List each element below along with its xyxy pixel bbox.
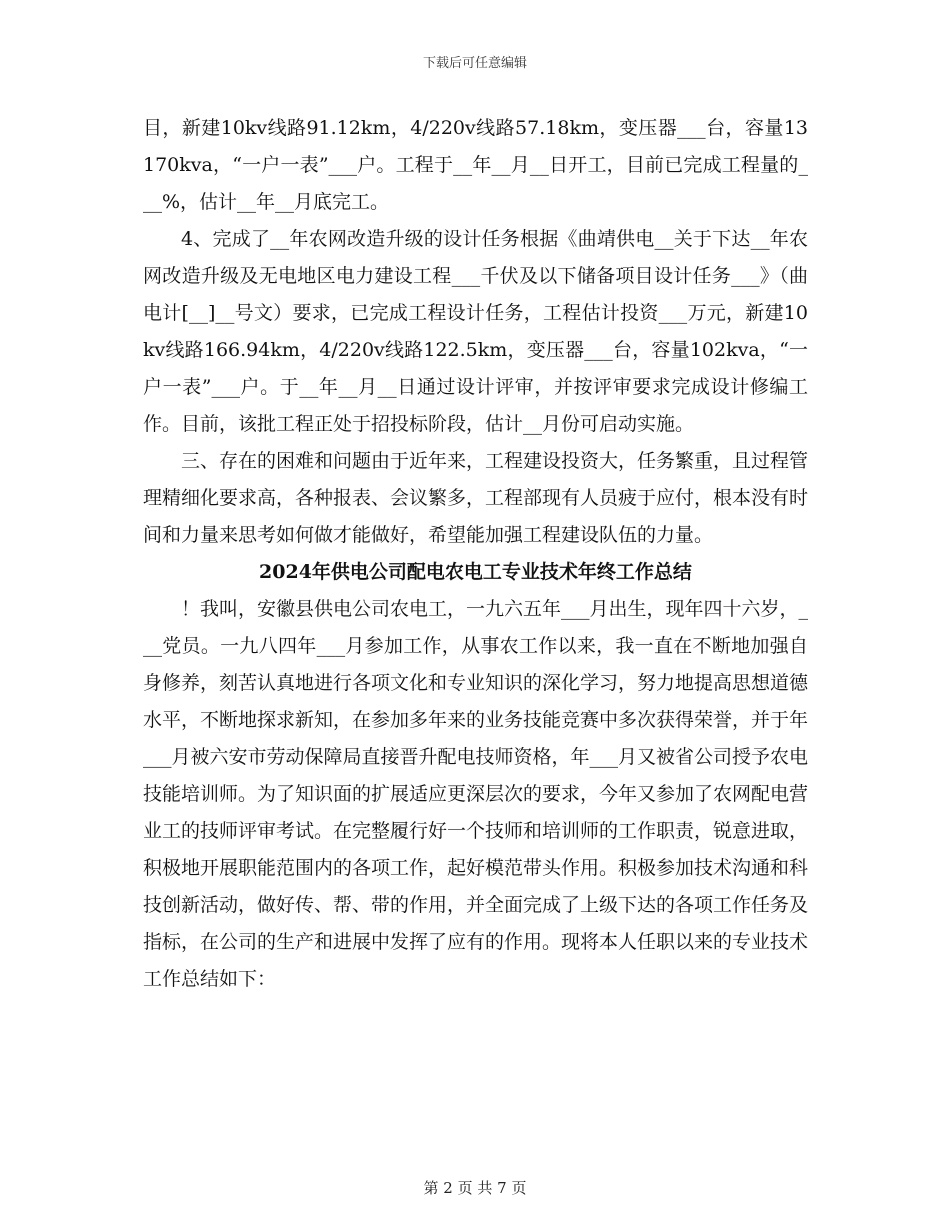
document-body	[143, 110, 808, 998]
paragraph-self-introduction: ！我叫，安徽县供电公司农电工，一九六五年___月出生，现年四十六岁，___党员。一九八四年___月参加工作，从事农工作以来，我一直在不断地加强自身修养，刻苦认真地进行各项文化和专业知识的深化学习，努力地提高思想道德水平，不断地探求新知，在参加多年来的业务技能竞赛中多次获得荣誉，并于年___月被六安市劳动保障局直接晋升配电技师资格，年___月又被省公司授予农电技能培训师。为了知识面的扩展适应更深层次的要求，今年又参加了农网配电营业工的技师评审考试。在完整履行好一个技师和培训师的工作职责，锐意进取，积极地开展职能范围内的各项工作，起好模范带头作用。积极参加技术沟通和科技创新活动，做好传、帮、带的作用，并全面完成了上级下达的各项工作任务及指标，在公司的生产和进展中发挥了应有的作用。现将本人任职以来的专业技术工作总结如下：	[143, 598, 809, 990]
section-title: 2024年供电公司配电农电工专业技术年终工作总结	[259, 561, 692, 583]
paragraph-difficulties: 三、存在的困难和问题由于近年来，工程建设投资大，任务繁重，且过程管理精细化要求高，各种报表、会议繁多，工程部现有人员疲于应付，根本没有时间和力量来思考如何做才能做好，希望能加强工程建设队伍的力量。	[143, 450, 809, 546]
page-header-note: 下载后可任意编辑	[422, 56, 527, 71]
paragraph-design-task: 4、完成了__年农网改造升级的设计任务根据《曲靖供电__关于下达__年农网改造升级及无电地区电力建设工程___千伏及以下储备项目设计任务___》（曲电计[__]__号文）要求，已完成工程设计任务，工程估计投资___万元，新建10kv线路166.94km，4/220v线路122.5km，变压器___台，容量102kva，“一户一表”___户。于__年__月__日通过设计评审，并按评审要求完成设计修编工作。目前，该批工程正处于招投标阶段，估计__月份可启动实施。	[143, 228, 808, 435]
paragraph-project-continuation: 目，新建10kv线路91.12km，4/220v线路57.18km，变压器___台，容量13170kva，“一户一表”___户。工程于__年__月__日开工，目前已完成工程量的___%，估计__年__月底完工。	[143, 117, 808, 213]
page-number: 第 2 页 共 7 页	[423, 1179, 527, 1197]
